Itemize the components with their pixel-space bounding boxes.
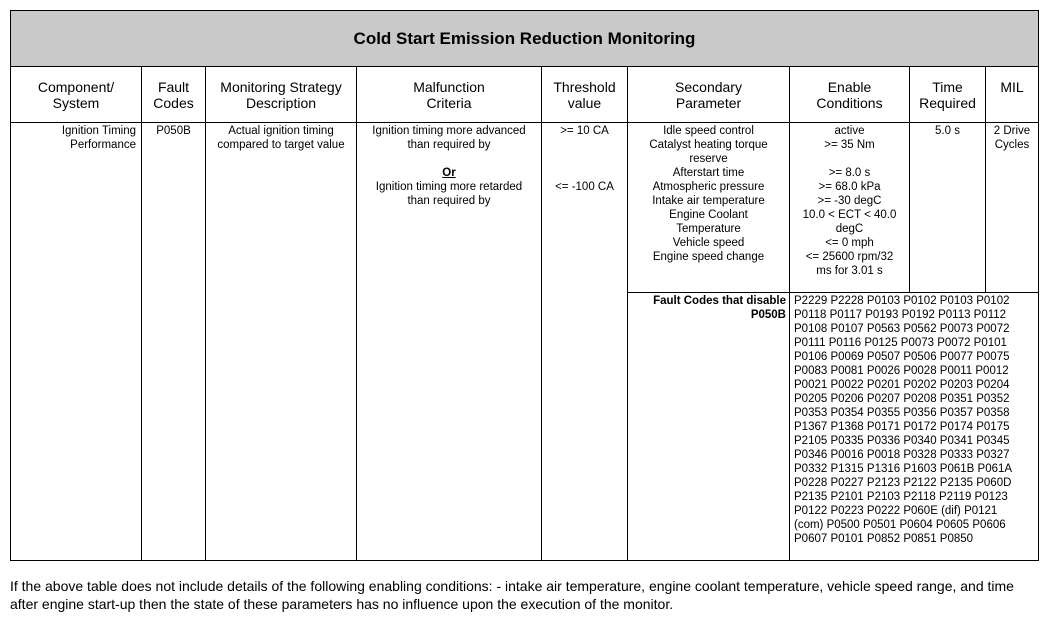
code-line: P0205 P0206 P0207 P0208 P0351 P0352 xyxy=(794,393,1010,405)
header-secondary: Secondary Parameter xyxy=(675,78,742,111)
code-line: P0021 P0022 P0201 P0202 P0203 P0204 xyxy=(794,379,1010,391)
header-fault-codes: Fault Codes xyxy=(153,78,194,111)
code-line: P2105 P0335 P0336 P0340 P0341 P0345 xyxy=(794,435,1010,447)
code-line: P0353 P0354 P0355 P0356 P0357 P0358 xyxy=(794,407,1010,419)
header-divider xyxy=(11,122,1038,123)
code-line: P0346 P0016 P0018 P0328 P0333 P0327 xyxy=(794,449,1010,461)
fault-code-cell: P050B xyxy=(156,125,191,137)
code-line: P0122 P0223 P0222 P060E (dif) P0121 xyxy=(794,505,998,517)
header-criteria: Malfunction Criteria xyxy=(413,78,485,111)
enable-cell: active >= 35 Nm >= 8.0 s >= 68.0 kPa >= -30 degC 10.0 < ECT < 40.0 degC <= 0 mph <= 25600 rpm/32 ms for 3.01 s xyxy=(802,125,897,277)
time-cell: 5.0 s xyxy=(935,125,960,137)
code-line: P0332 P1315 P1316 P1603 P061B P061A xyxy=(794,463,1013,475)
monitoring-table xyxy=(10,10,1039,561)
header-time: Time Required xyxy=(919,78,976,111)
code-line: P2229 P2228 P0103 P0102 P0103 P0102 xyxy=(794,295,1010,307)
code-line: (com) P0500 P0501 P0604 P0605 P0606 xyxy=(794,519,1006,531)
table-title: Cold Start Emission Reduction Monitoring xyxy=(11,11,1038,67)
secondary-cell: Idle speed control Catalyst heating torque reserve Afterstart time Atmospheric pressure Intake air temperature Engine Coolant Temperature Vehicle speed Engine speed change xyxy=(649,125,768,263)
header-component: Component/ System xyxy=(37,78,115,111)
threshold-cell: >= 10 CA <= -100 CA xyxy=(555,125,614,193)
disable-codes-list xyxy=(794,294,1012,546)
header-enable: Enable Conditions xyxy=(816,78,883,111)
header-strategy: Monitoring Strategy Description xyxy=(220,78,342,111)
code-line: P0106 P0069 P0507 P0506 P0077 P0075 xyxy=(794,351,1010,363)
code-line: P1367 P1368 P0171 P0172 P0174 P0175 xyxy=(794,421,1010,433)
code-line: P0118 P0117 P0193 P0192 P0113 P0112 xyxy=(794,309,1007,321)
code-line: P2135 P2101 P2103 P2118 P2119 P0123 xyxy=(794,491,1008,503)
header-threshold: Threshold value xyxy=(553,78,616,111)
footnote: If the above table does not include details of the following enabling conditions: - intake air temperature, engine coolant temperature, vehicle speed range, and time after engine start-up then the state of these parameters has no influence upon the execution of the monitor. xyxy=(10,578,1014,612)
disable-label: Fault Codes that disable P050B xyxy=(653,295,786,321)
component-cell: Ignition Timing Performance xyxy=(61,125,136,151)
criteria-cell: Ignition timing more advanced than required by Or Ignition timing more retarded than required by xyxy=(372,125,526,207)
strategy-cell: Actual ignition timing compared to target value xyxy=(217,125,345,151)
code-line: P0108 P0107 P0563 P0562 P0073 P0072 xyxy=(794,323,1010,335)
code-line: P0228 P0227 P2123 P2122 P2135 P060D xyxy=(794,477,1012,489)
code-line: P0111 P0116 P0125 P0073 P0072 P0101 xyxy=(794,337,1007,349)
col-divider xyxy=(141,67,142,561)
mil-cell: 2 Drive Cycles xyxy=(993,125,1031,151)
code-line: P0083 P0081 P0026 P0028 P0011 P0012 xyxy=(794,365,1009,377)
disable-divider xyxy=(628,292,1038,293)
header-mil: MIL xyxy=(1000,79,1024,95)
code-line: P0607 P0101 P0852 P0851 P0850 xyxy=(794,533,974,545)
